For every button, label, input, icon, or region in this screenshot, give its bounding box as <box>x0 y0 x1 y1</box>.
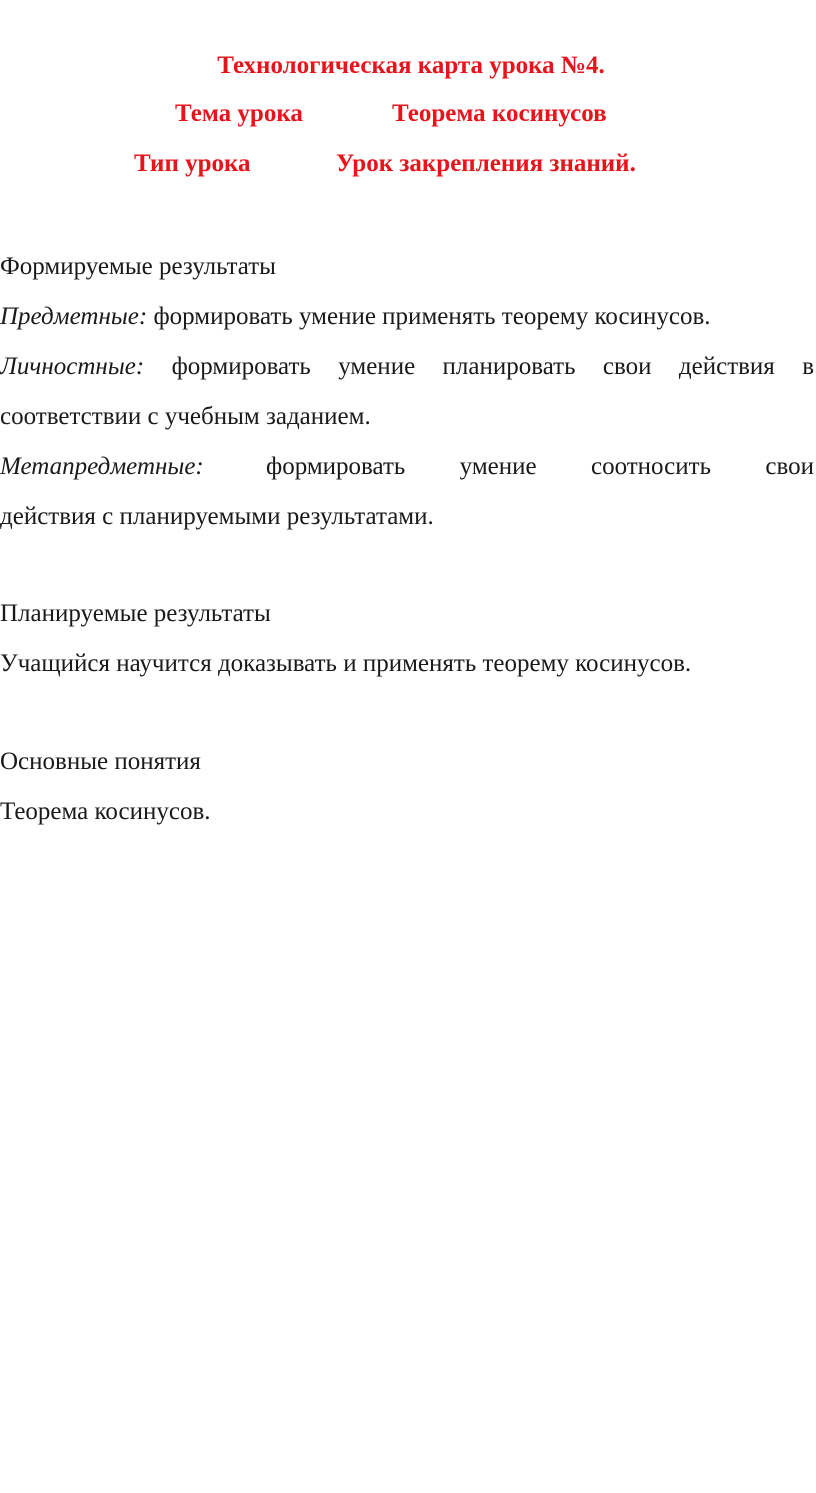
meta-results-line1 <box>0 442 814 492</box>
basic-concepts-heading: Основные понятия <box>0 748 201 775</box>
document-title <box>0 52 816 80</box>
meta-results-text-2: действия с планируемыми результатами. <box>0 503 434 530</box>
meta-word-3: соотносить <box>590 453 711 480</box>
lesson-map-title: Технологическая карта урока №4. <box>217 52 605 79</box>
meta-word-1: формировать <box>266 453 406 480</box>
basic-concepts-text: Теорема косинусов. <box>0 798 211 825</box>
lesson-type-label: Тип урока <box>134 150 251 177</box>
planned-results-heading: Планируемые результаты <box>0 600 271 627</box>
lesson-type-value: Урок закрепления знаний. <box>336 150 636 177</box>
personal-results-text-1: формировать умение планировать свои действия в <box>171 353 814 380</box>
personal-results-text-2: соответствии с учебным заданием. <box>0 403 371 430</box>
meta-results-text-1 <box>266 442 814 492</box>
planned-results-text: Учащийся научится доказывать и применять теорему косинусов. <box>0 650 692 677</box>
basic-concepts-section <box>0 737 814 837</box>
formed-results-heading: Формируемые результаты <box>0 253 276 280</box>
lesson-topic-value: Теорема косинусов <box>392 100 607 127</box>
formed-results-section <box>0 242 814 542</box>
personal-results-label: Личностные: <box>0 353 145 380</box>
meta-word-4: свои <box>765 453 814 480</box>
lesson-topic-label: Тема урока <box>175 100 303 127</box>
subject-results-text: формировать умение применять теорему косинусов. <box>153 303 711 330</box>
subject-results-label: Предметные: <box>0 303 148 330</box>
meta-results-label: Метапредметные: <box>0 453 204 480</box>
meta-word-2: умение <box>459 453 537 480</box>
lesson-topic-row <box>0 100 816 134</box>
subject-results <box>0 292 814 342</box>
lesson-type-row <box>0 150 816 184</box>
personal-results-line1 <box>0 342 814 392</box>
planned-results-section <box>0 589 814 689</box>
